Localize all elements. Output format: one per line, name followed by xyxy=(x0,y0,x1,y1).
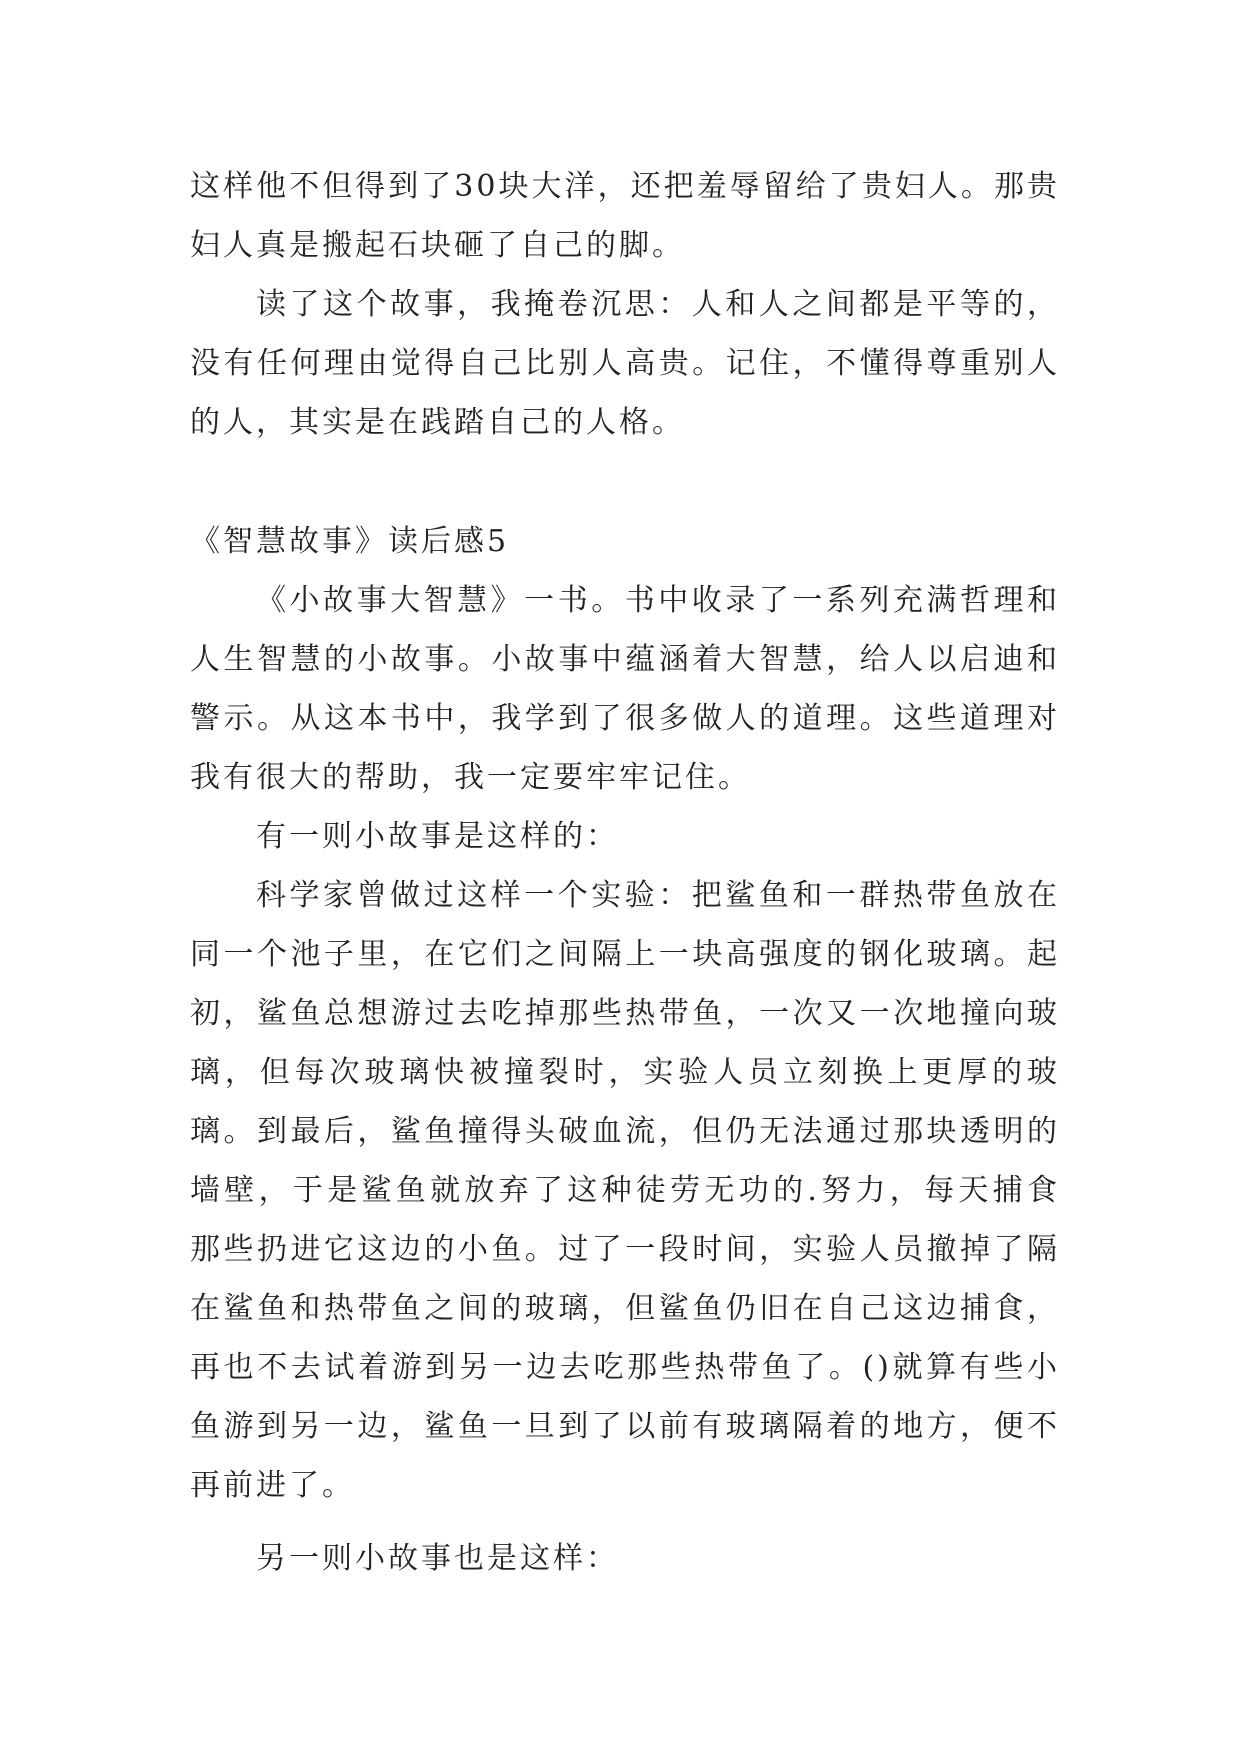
document-body xyxy=(190,157,1060,1588)
paragraph-continuation: 这样他不但得到了30块大洋，还把羞辱留给了贵妇人。那贵妇人真是搬起石块砸了自己的脚。 xyxy=(190,169,1060,263)
paragraph-spacer xyxy=(190,1515,1060,1529)
paragraph-shark-experiment: 科学家曾做过这样一个实验：把鲨鱼和一群热带鱼放在同一个池子里，在它们之间隔上一块高强度的钢化玻璃。起初，鲨鱼总想游过去吃掉那些热带鱼，一次又一次地撞向玻璃，但每次玻璃快被撞裂时，实验人员立刻换上更厚的玻璃。到最后，鲨鱼撞得头破血流，但仍无法通过那块透明的墙壁，于是鲨鱼就放弃了这种徒劳无功的.努力，每天捕食那些扔进它这边的小鱼。过了一段时间，实验人员撤掉了隔在鲨鱼和热带鱼之间的玻璃，但鲨鱼仍旧在自己这边捕食，再也不去试着游到另一边去吃那些热带鱼了。()就算有些小鱼游到另一边，鲨鱼一旦到了以前有玻璃隔着的地方，便不再前进了。 xyxy=(190,878,1060,1503)
section-spacer xyxy=(190,452,1060,512)
paragraph-intro: 《小故事大智慧》一书。书中收录了一系列充满哲理和人生智慧的小故事。小故事中蕴涵着大智慧，给人以启迪和警示。从这本书中，我学到了很多做人的道理。这些道理对我有很大的帮助，我一定要牢牢记住。 xyxy=(190,583,1060,795)
paragraph-reflection: 读了这个故事，我掩卷沉思：人和人之间都是平等的，没有任何理由觉得自己比别人高贵。记住，不懂得尊重别人的人，其实是在践踏自己的人格。 xyxy=(190,287,1060,440)
section-heading: 《智慧故事》读后感5 xyxy=(190,524,510,559)
paragraph-story-lead: 有一则小故事是这样的： xyxy=(256,819,619,854)
paragraph-another-story: 另一则小故事也是这样： xyxy=(256,1541,619,1576)
